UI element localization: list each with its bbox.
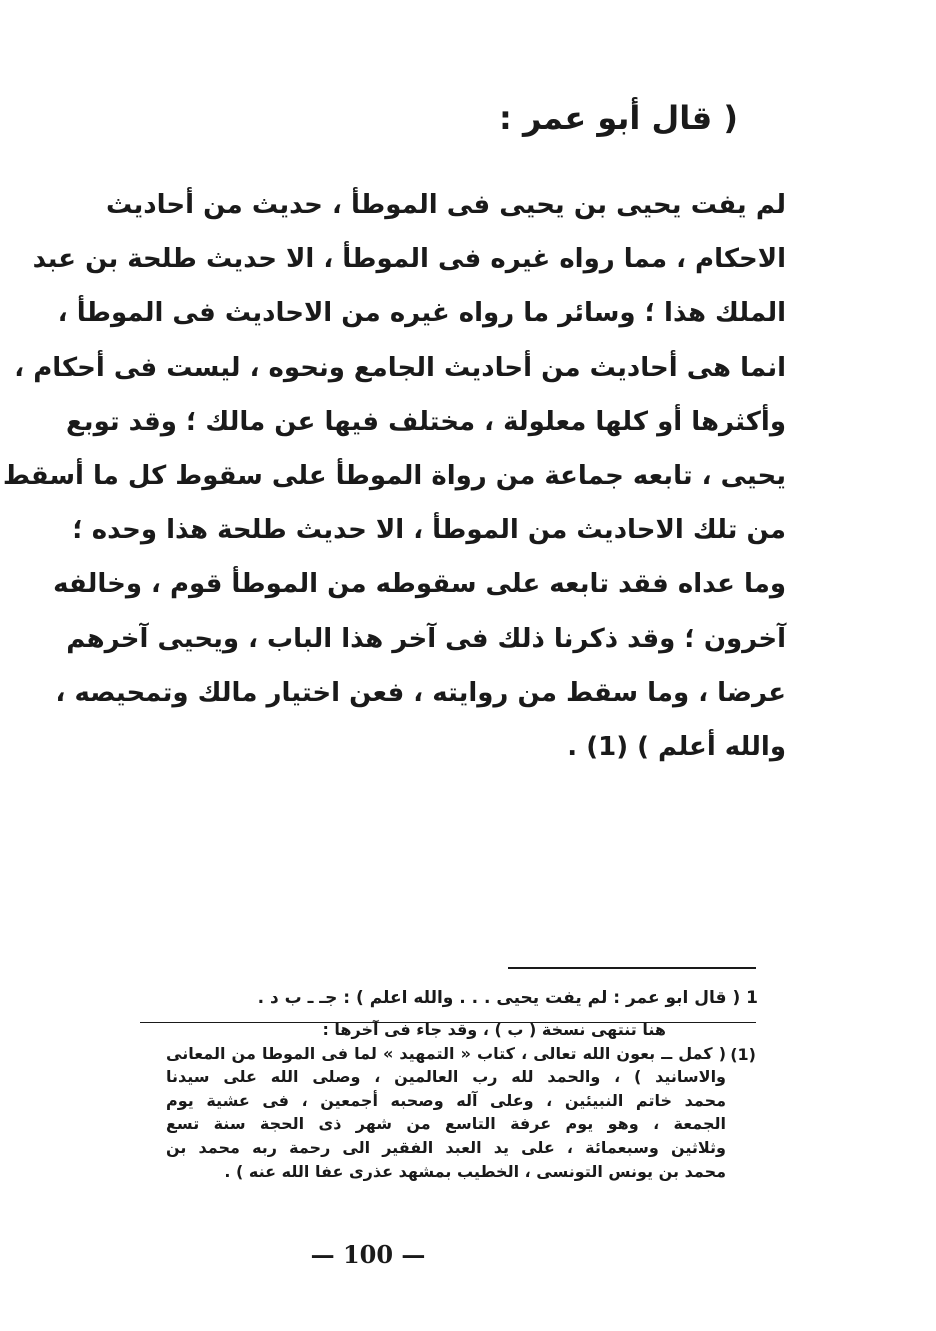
main-text-line: آخرون ؛ وقد ذكرنا ذلك فى آخر هذا الباب ، ويحيى آخرهم: [66, 623, 786, 654]
variant-text: ( قال ابو عمر : لم يفت يحيى . . . والله اعلم ) : جـ ـ ب د .: [257, 988, 741, 1008]
main-text-block: [2, 178, 786, 774]
main-text-line: يحيى ، تابعه جماعة من رواة الموطأ على سقوط كل ما أسقط: [2, 460, 786, 491]
variant-note: [258, 984, 758, 1012]
main-text-line: وما عداه فقد تابعه على سقوطه من الموطأ قوم ، وخالفه: [53, 569, 786, 600]
main-text-line: عرضا ، وما سقط من روايته ، فعن اختيار مالك وتمحيصه ،: [55, 677, 786, 708]
main-text-line: والله أعلم ) (1) .: [567, 731, 786, 762]
page-number: — 100 —: [310, 1240, 426, 1269]
main-text-line: وأكثرها أو كلها معلولة ، مختلف فيها عن مالك ؛ وقد توبع: [66, 406, 786, 437]
footnote-line: ( كمل ــ بعون الله تعالى ، كتاب « التمهيد » لما فى الموطا من المعانى: [166, 1043, 726, 1063]
footnote-line: الجمعة ، وهو يوم عرفة التاسع من شهر ذى الحجة سنة تسع: [166, 1114, 726, 1134]
footnote-line: والاسانيد ) ، والحمد لله رب العالمين ، وصلى الله على سيدنا: [166, 1067, 726, 1087]
main-text-line: الملك هذا ؛ وسائر ما رواه غيره من الاحاديث فى الموطأ ،: [57, 298, 786, 329]
section-heading: ( قال أبو عمر :: [499, 99, 738, 137]
footnote-marker: (1): [730, 1045, 756, 1064]
main-text-line: لم يفت يحيى بن يحيى فى الموطأ ، حديث من أحاديث: [106, 190, 786, 220]
footnote-line: محمد خاتم النبيئين ، وعلى آله وصحبه أجمعين ، فى عشية يوم: [166, 1090, 726, 1110]
footnote-block: [166, 1018, 726, 1183]
footnote-separator: [508, 967, 756, 969]
variant-marker: 1: [746, 988, 758, 1008]
footnote-line: وثلاثين وسبعمائة ، على يد العبد الفقير الى رحمة ربه محمد بن: [166, 1137, 726, 1157]
main-text-line: انما هى أحاديث من أحاديث الجامع ونحوه ، ليست فى أحكام ،: [14, 352, 786, 383]
footnote-line: محمد بن يونس التونسى ، الخطيب بمشهد عذرى عفا الله عنه ) .: [224, 1161, 726, 1181]
main-text-line: من تلك الاحاديث من الموطأ ، الا حديث طلحة هذا وحده ؛: [72, 515, 786, 546]
main-text-line: الاحكام ، مما رواه غيره فى الموطأ ، الا حديث طلحة بن عبد: [32, 244, 786, 275]
footnote-line: هنا تنتهى نسخة ( ب ) ، وقد جاء فى آخرها :: [322, 1020, 666, 1039]
